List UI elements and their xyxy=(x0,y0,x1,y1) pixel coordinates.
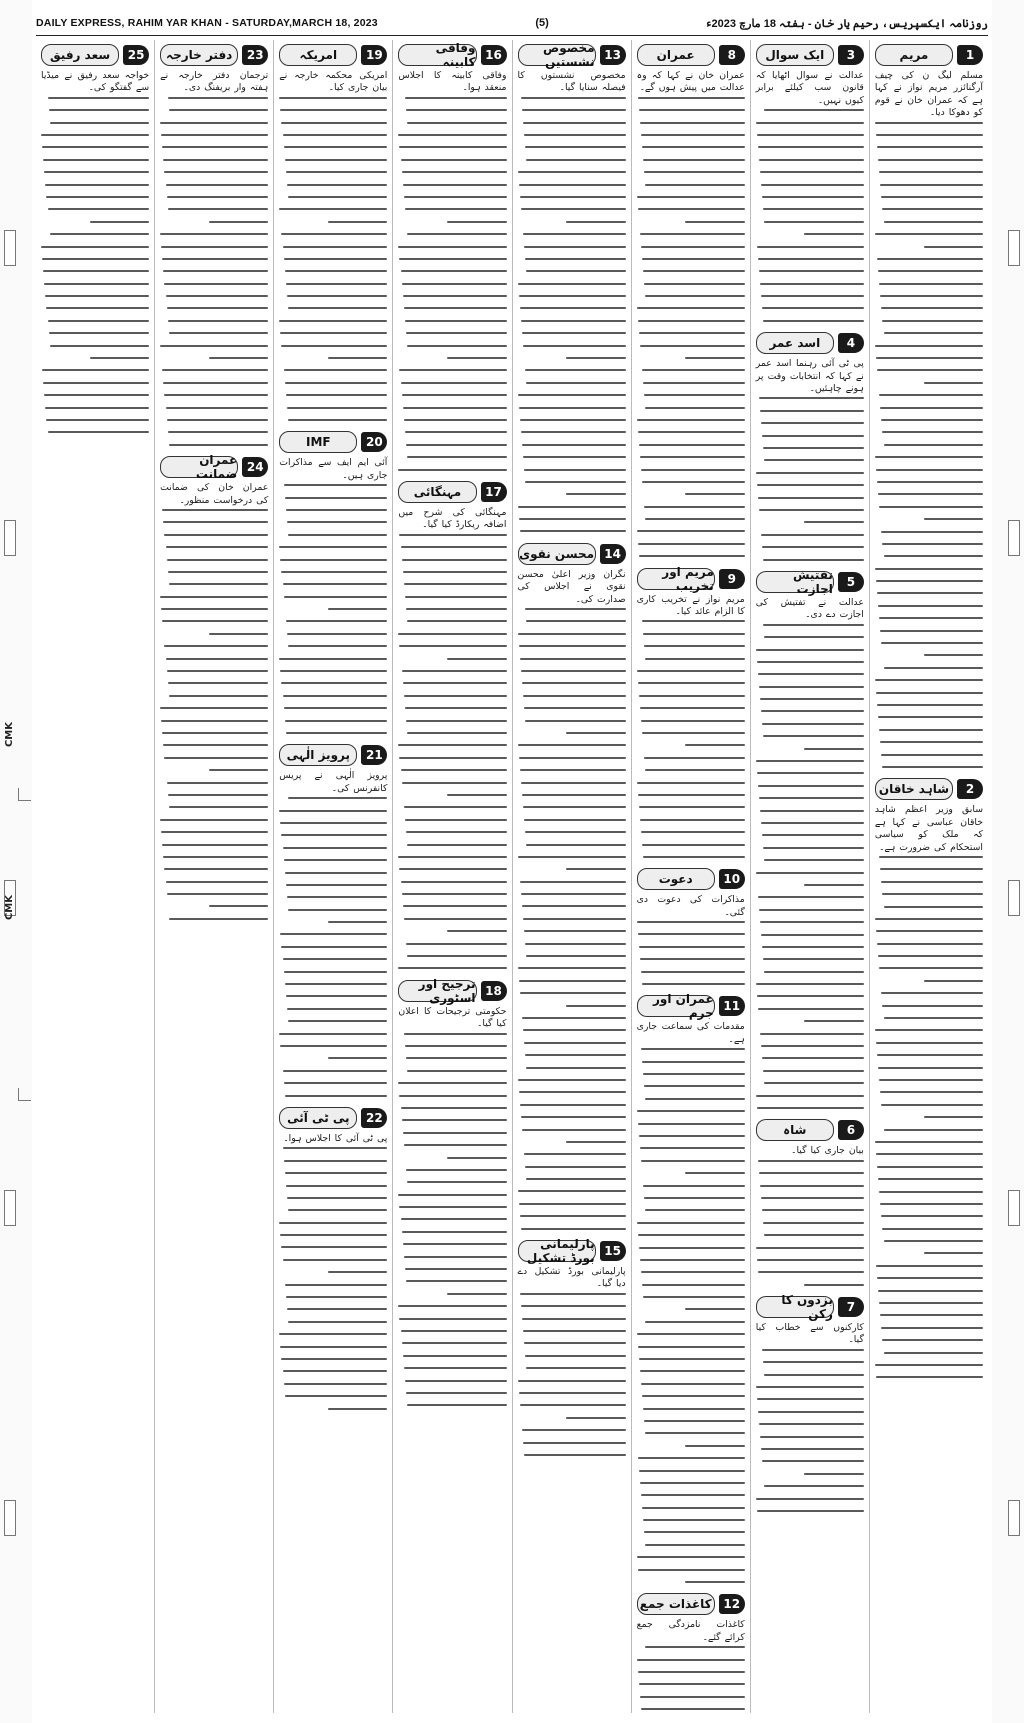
news-story xyxy=(875,778,983,1378)
story-number-badge: 24 xyxy=(242,457,268,477)
news-story xyxy=(398,481,506,969)
story-number-badge: 19 xyxy=(361,45,387,65)
crop-mark xyxy=(18,1088,31,1101)
story-text-lines xyxy=(518,608,626,1230)
story-lead: مذاکرات کی دعوت دی گئی۔ xyxy=(636,894,745,918)
story-lead: عمران خان کی ضمانت کی درخواست منظور۔ xyxy=(160,482,269,506)
story-title: عمران ضمانت xyxy=(160,456,238,478)
news-story xyxy=(279,44,387,421)
story-heading xyxy=(518,543,626,565)
story-number-badge: 9 xyxy=(719,569,745,589)
page-header xyxy=(36,14,988,36)
story-number-badge: 11 xyxy=(719,996,745,1016)
story-number-badge: 25 xyxy=(123,45,149,65)
news-story xyxy=(398,976,507,1407)
story-lead: وفاقی کابینہ کا اجلاس منعقد ہوا۔ xyxy=(398,70,507,94)
registration-mark xyxy=(1008,230,1020,266)
cmk-label: CMK xyxy=(4,722,15,748)
story-heading xyxy=(756,1119,864,1141)
story-body xyxy=(637,1021,745,1583)
story-text-lines xyxy=(518,1293,626,1456)
story-number-badge: 18 xyxy=(481,981,507,1001)
news-story xyxy=(279,744,387,1096)
story-body xyxy=(637,70,745,557)
story-text-lines xyxy=(637,97,745,557)
story-title: محسن نقوی xyxy=(518,543,596,565)
story-number-badge: 13 xyxy=(600,45,626,65)
story-body xyxy=(637,1619,745,1713)
story-heading xyxy=(637,868,745,890)
story-heading xyxy=(518,41,626,69)
story-title: کاغذات جمع xyxy=(637,1593,715,1615)
registration-mark xyxy=(4,1190,16,1226)
story-heading xyxy=(756,1293,864,1322)
story-text-lines xyxy=(518,97,626,533)
news-story xyxy=(756,1119,864,1285)
registration-mark xyxy=(1008,1500,1020,1536)
story-number-badge: 17 xyxy=(481,482,507,502)
column-3 xyxy=(631,40,750,1713)
story-body xyxy=(398,70,506,471)
story-lead: مریم نواز نے تخریب کاری کا الزام عائد کیا۔ xyxy=(636,593,745,618)
story-body xyxy=(875,70,983,768)
news-story xyxy=(637,868,745,985)
story-title: دفتر خارجہ xyxy=(160,44,238,66)
story-title: پارلیمانی بورڈ تشکیل xyxy=(518,1240,596,1262)
column-5 xyxy=(392,40,511,1713)
story-text-lines xyxy=(279,484,387,734)
story-lead: امریکی محکمہ خارجہ نے بیان جاری کیا۔ xyxy=(279,70,388,94)
story-lead: نگران وزیر اعلیٰ محسن نقوی نے اجلاس کی صدارت کی۔ xyxy=(517,568,626,605)
story-heading xyxy=(279,744,387,766)
story-lead: ترجمان دفتر خارجہ نے ہفتہ وار بریفنگ دی۔ xyxy=(160,70,269,94)
story-body xyxy=(637,594,745,858)
story-number-badge: 5 xyxy=(838,572,864,592)
story-text-lines xyxy=(756,1160,864,1286)
column-4 xyxy=(512,40,631,1713)
story-number-badge: 12 xyxy=(719,1594,745,1614)
story-body xyxy=(518,70,626,532)
story-heading xyxy=(756,567,864,596)
story-number-badge: 10 xyxy=(719,869,745,889)
news-story xyxy=(637,44,745,557)
story-body xyxy=(756,1322,864,1512)
story-body xyxy=(279,770,387,1096)
story-text-lines xyxy=(279,97,387,421)
story-title: وفاقی کابینہ xyxy=(398,44,476,66)
story-text-lines xyxy=(637,1646,745,1713)
story-body xyxy=(279,457,387,734)
story-body xyxy=(637,894,745,985)
story-body xyxy=(41,70,149,433)
story-title: پرویز الٰہی xyxy=(279,744,357,766)
story-heading xyxy=(279,44,387,66)
story-title: ترجیح اور اسٹوری xyxy=(398,980,476,1002)
story-heading xyxy=(398,41,506,69)
story-title: بزدوں کا رکن xyxy=(756,1296,834,1318)
news-story xyxy=(636,992,745,1583)
story-body xyxy=(160,70,268,446)
story-heading xyxy=(756,332,864,354)
story-number-badge: 2 xyxy=(957,779,983,799)
story-text-lines xyxy=(875,122,983,768)
story-text-lines xyxy=(398,97,506,471)
story-lead: پی ٹی آئی کا اجلاس ہوا۔ xyxy=(283,1132,388,1144)
story-lead: مقدمات کی سماعت جاری ہے۔ xyxy=(636,1021,745,1045)
urdu-masthead: روزنامہ ایکسپریس، رحیم یار خان - ہفتہ 18 مارچ 2023ء xyxy=(706,17,988,30)
news-story xyxy=(279,1107,387,1410)
story-title: مہنگائی xyxy=(398,481,476,503)
story-lead: بیان جاری کیا گیا۔ xyxy=(791,1145,864,1157)
story-number-badge: 3 xyxy=(838,45,864,65)
story-text-lines xyxy=(279,797,387,1096)
column-7 xyxy=(154,40,273,1713)
story-number-badge: 22 xyxy=(361,1108,387,1128)
story-number-badge: 15 xyxy=(600,1241,626,1261)
story-body xyxy=(279,70,387,421)
story-title: شاہ xyxy=(756,1119,834,1141)
story-body xyxy=(875,804,983,1378)
news-story xyxy=(875,44,983,768)
news-story xyxy=(41,44,149,433)
story-title: مخصوص نشستیں xyxy=(518,44,596,66)
cmk-label: CMK xyxy=(4,895,15,921)
english-masthead: DAILY EXPRESS, RAHIM YAR KHAN - SATURDAY,MARCH 18, 2023 xyxy=(36,17,378,29)
story-lead: پی ٹی آئی رہنما اسد عمر نے کہا کہ انتخابات وقت پر ہونے چاہئیں۔ xyxy=(755,358,864,395)
page-number: (5) xyxy=(535,17,549,29)
story-title: شاہد خاقان xyxy=(875,778,953,800)
story-title: عمران xyxy=(637,44,715,66)
story-text-lines xyxy=(637,921,745,985)
news-story xyxy=(636,564,745,858)
story-heading xyxy=(518,1237,626,1266)
story-body xyxy=(398,507,506,969)
column-1 xyxy=(869,40,988,1713)
story-heading xyxy=(637,1593,745,1615)
story-number-badge: 6 xyxy=(838,1120,864,1140)
news-story xyxy=(637,1593,745,1713)
story-body xyxy=(756,358,864,560)
story-number-badge: 23 xyxy=(242,45,268,65)
story-lead: عمران خان نے کہا کہ وہ عدالت میں پیش ہوں گے۔ xyxy=(636,70,745,94)
story-lead: آئی ایم ایف سے مذاکرات جاری ہیں۔ xyxy=(279,457,388,481)
column-2 xyxy=(750,40,869,1713)
story-text-lines xyxy=(41,97,149,434)
news-story xyxy=(755,567,864,1109)
news-story xyxy=(279,431,387,734)
story-lead: پرویز الٰہی نے پریس کانفرنس کی۔ xyxy=(279,770,388,794)
story-heading xyxy=(875,44,983,66)
story-body xyxy=(518,569,626,1230)
news-story xyxy=(756,44,864,322)
story-heading xyxy=(875,778,983,800)
news-story xyxy=(160,453,269,920)
story-heading xyxy=(279,431,387,453)
news-story xyxy=(517,41,626,532)
registration-mark xyxy=(1008,1190,1020,1226)
story-body xyxy=(756,70,864,322)
story-heading xyxy=(756,44,864,66)
story-body xyxy=(518,1266,626,1456)
story-text-lines xyxy=(756,109,864,322)
story-body xyxy=(756,1145,864,1285)
story-lead: مہنگائی کی شرح میں اضافہ ریکارڈ کیا گیا۔ xyxy=(398,506,507,531)
story-title: پی ٹی آئی xyxy=(279,1107,357,1129)
registration-mark xyxy=(4,1500,16,1536)
story-title: امریکہ xyxy=(279,44,357,66)
story-title: مریم xyxy=(875,44,953,66)
story-heading xyxy=(637,992,745,1021)
crop-mark xyxy=(18,788,31,801)
story-title: عمران اور جرم xyxy=(637,995,715,1017)
story-text-lines xyxy=(875,856,983,1378)
news-story xyxy=(517,1237,626,1456)
story-text-lines xyxy=(637,1048,745,1583)
story-title: دعوت xyxy=(637,868,715,890)
story-lead: عدالت نے سوال اٹھایا کہ قانون سب کیلئے برابر کیوں نہیں۔ xyxy=(755,70,864,106)
registration-mark xyxy=(4,230,16,266)
registration-mark xyxy=(1008,880,1020,916)
story-text-lines xyxy=(756,1349,864,1512)
story-heading xyxy=(398,976,506,1005)
story-title: تفتیش اجازت xyxy=(756,571,834,593)
news-story xyxy=(398,41,507,471)
story-number-badge: 8 xyxy=(719,45,745,65)
story-number-badge: 4 xyxy=(838,333,864,353)
news-columns xyxy=(36,40,988,1713)
story-text-lines xyxy=(160,509,268,920)
story-lead: مسلم لیگ ن کی چیف آرگنائزر مریم نواز نے کہا ہے کہ عمران خان نے قوم کو دھوکا دیا۔ xyxy=(874,70,983,119)
story-lead: حکومتی ترجیحات کا اعلان کیا گیا۔ xyxy=(398,1005,507,1030)
story-title: IMF xyxy=(279,431,357,453)
story-text-lines xyxy=(160,97,268,446)
story-title: مریم اور تخریب xyxy=(637,568,715,590)
story-text-lines xyxy=(756,624,864,1109)
story-heading xyxy=(41,44,149,66)
registration-mark xyxy=(4,520,16,556)
story-heading xyxy=(637,564,745,593)
story-body xyxy=(160,482,268,920)
news-story xyxy=(518,543,626,1230)
story-lead: کاغذات نامزدگی جمع کرائے گئے۔ xyxy=(636,1619,745,1643)
story-lead: کارکنوں سے خطاب کیا گیا۔ xyxy=(755,1322,864,1346)
story-number-badge: 1 xyxy=(957,45,983,65)
story-heading xyxy=(398,481,506,503)
story-text-lines xyxy=(756,397,864,560)
column-6 xyxy=(273,40,392,1713)
registration-mark xyxy=(1008,520,1020,556)
story-number-badge: 16 xyxy=(481,45,507,65)
story-text-lines xyxy=(398,534,506,970)
column-8 xyxy=(36,40,154,1713)
news-story xyxy=(755,1293,864,1512)
story-number-badge: 14 xyxy=(600,544,626,564)
story-heading xyxy=(279,1107,387,1129)
news-story xyxy=(756,332,864,560)
story-heading xyxy=(637,44,745,66)
story-title: ایک سوال xyxy=(756,44,834,66)
story-number-badge: 21 xyxy=(361,745,387,765)
story-text-lines xyxy=(279,1147,387,1409)
story-lead: خواجہ سعد رفیق نے میڈیا سے گفتگو کی۔ xyxy=(41,70,150,94)
story-lead: مخصوص نشستوں کا فیصلہ سنایا گیا۔ xyxy=(517,70,626,94)
story-text-lines xyxy=(637,620,745,857)
story-body xyxy=(756,597,864,1109)
story-lead: سابق وزیر اعظم شاہد خاقان عباسی نے کہا ہے کہ ملک کو سیاسی استحکام کی ضرورت ہے۔ xyxy=(874,804,983,853)
story-title: سعد رفیق xyxy=(41,44,119,66)
story-title: اسد عمر xyxy=(756,332,834,354)
story-number-badge: 7 xyxy=(838,1297,864,1317)
story-heading xyxy=(160,44,268,66)
story-lead: پارلیمانی بورڈ تشکیل دے دیا گیا۔ xyxy=(517,1266,626,1290)
story-heading xyxy=(160,453,268,482)
story-number-badge: 20 xyxy=(361,432,387,452)
story-body xyxy=(398,1006,506,1407)
news-story xyxy=(160,44,268,446)
story-lead: عدالت نے تفتیش کی اجازت دے دی۔ xyxy=(755,596,864,621)
story-text-lines xyxy=(398,1033,506,1407)
story-body xyxy=(279,1133,387,1410)
